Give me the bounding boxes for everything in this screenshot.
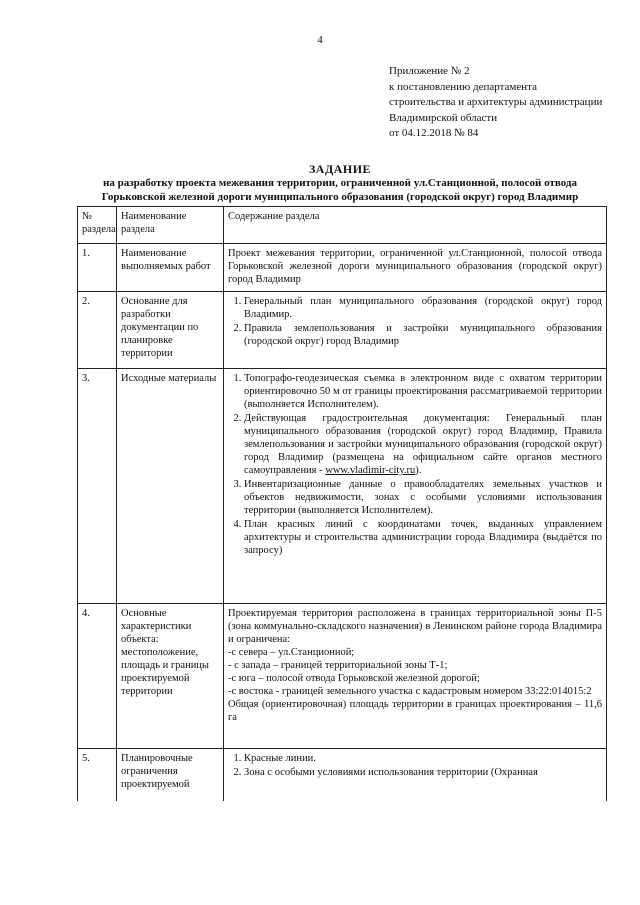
list-item-text: Действующая градостроительная документация: Генеральный план муниципального образования (городской округ) город Владимир, Правила землепользования и застройки муниципального образования (городской округ) город Владимир (размещена на официальном сайте органов местного самоуправления - [244,413,602,476]
title-line: на разработку проекта межевания территории, ограниченной ул.Станционной, полосой отвода [103,177,577,189]
appendix-header [389,64,602,142]
row-number: 3. [78,369,117,604]
table-row [78,749,607,802]
list-item: 3. Инвентаризационные данные о правообладателях земельных участков и объектов недвижимости, зонах с особыми условиями использования территории (выполняется Исполнителем). [244,478,602,517]
table-row [78,292,607,369]
row-content [224,749,607,802]
title-line: Горьковской железной дороги муниципального образования (городской округ) город Владимир [101,191,579,203]
appendix-line: Приложение № 2 [389,65,470,77]
row-number: 5. [78,749,117,802]
row-name: Планировочные ограничения проектируемой [117,749,224,802]
row-name: Исходные материалы [117,369,224,604]
row-content: Проект межевания территории, ограниченной ул.Станционной, полосой отвода Горьковской железной дороги муниципального образования (городской округ) город Владимир [224,244,607,292]
list-item: 1. Генеральный план муниципального образования (городской округ) город Владимир. [244,295,602,321]
row-name: Наименование выполняемых работ [117,244,224,292]
content-line: Общая (ориентировочная) площадь территории в границах проектирования – 11,6 га [228,699,602,723]
row-content [224,369,607,604]
appendix-line: от 04.12.2018 № 84 [389,127,479,139]
document-title [70,162,610,204]
page-number: 4 [317,34,323,46]
content-line: -с севера – ул.Станционной; [228,647,355,658]
link-suffix: ). [415,465,422,476]
table-row [78,369,607,604]
title-main: ЗАДАНИЕ [308,162,372,176]
list-item: 4. План красных линий с координатами точек, выданных управлением архитектуры и строительства администрации города Владимира (выдаётся по запросу) [244,518,602,557]
table-header-row [78,207,607,244]
appendix-line: строительства и архитектуры администрации [389,96,603,108]
sections-table [77,206,607,801]
row-number: 4. [78,604,117,749]
header-name: Наименование раздела [117,207,224,244]
row-name: Основание для разработки документации по планировке территории [117,292,224,369]
row-name: Основные характеристики объекта: местоположение, площадь и границы проектируемой территории [117,604,224,749]
list-item: 2. Правила землепользования и застройки муниципального образования (городской округ) город Владимир [244,322,602,348]
appendix-line: к постановлению департамента [389,80,537,93]
row-content [224,292,607,369]
table-row [78,604,607,749]
website-link[interactable]: www.vladimir-city.ru [325,465,416,476]
list-item: 2. Зона с особыми условиями использования территории (Охранная [244,766,602,779]
content-line: - с запада – границей территориальной зоны Т-1; [228,660,448,671]
list-item: 1. Топографо-геодезическая съемка в электронном виде с охватом территории ориентировочно 50 м от границы проектирования рассматриваемой территории (выполняется Исполнителем). [244,372,602,411]
content-line: -с востока - границей земельного участка с кадастровым номером 33:22:014015:2 [228,686,592,697]
row-number: 1. [78,244,117,292]
content-line: Проектируемая территория расположена в границах территориальной зоны П-5 (зона коммунально-складского назначения) в Ленинском районе города Владимира и ограничена: [228,608,602,645]
content-line: -с юга – полосой отвода Горьковской железной дорогой; [228,673,480,684]
row-number: 2. [78,292,117,369]
header-content: Содержание раздела [224,207,607,244]
header-number: № раздела [78,207,117,244]
appendix-line: Владимирской области [389,111,498,124]
list-item: 1. Красные линии. [244,752,602,765]
row-content [224,604,607,749]
list-item [244,412,602,477]
table-row [78,244,607,292]
